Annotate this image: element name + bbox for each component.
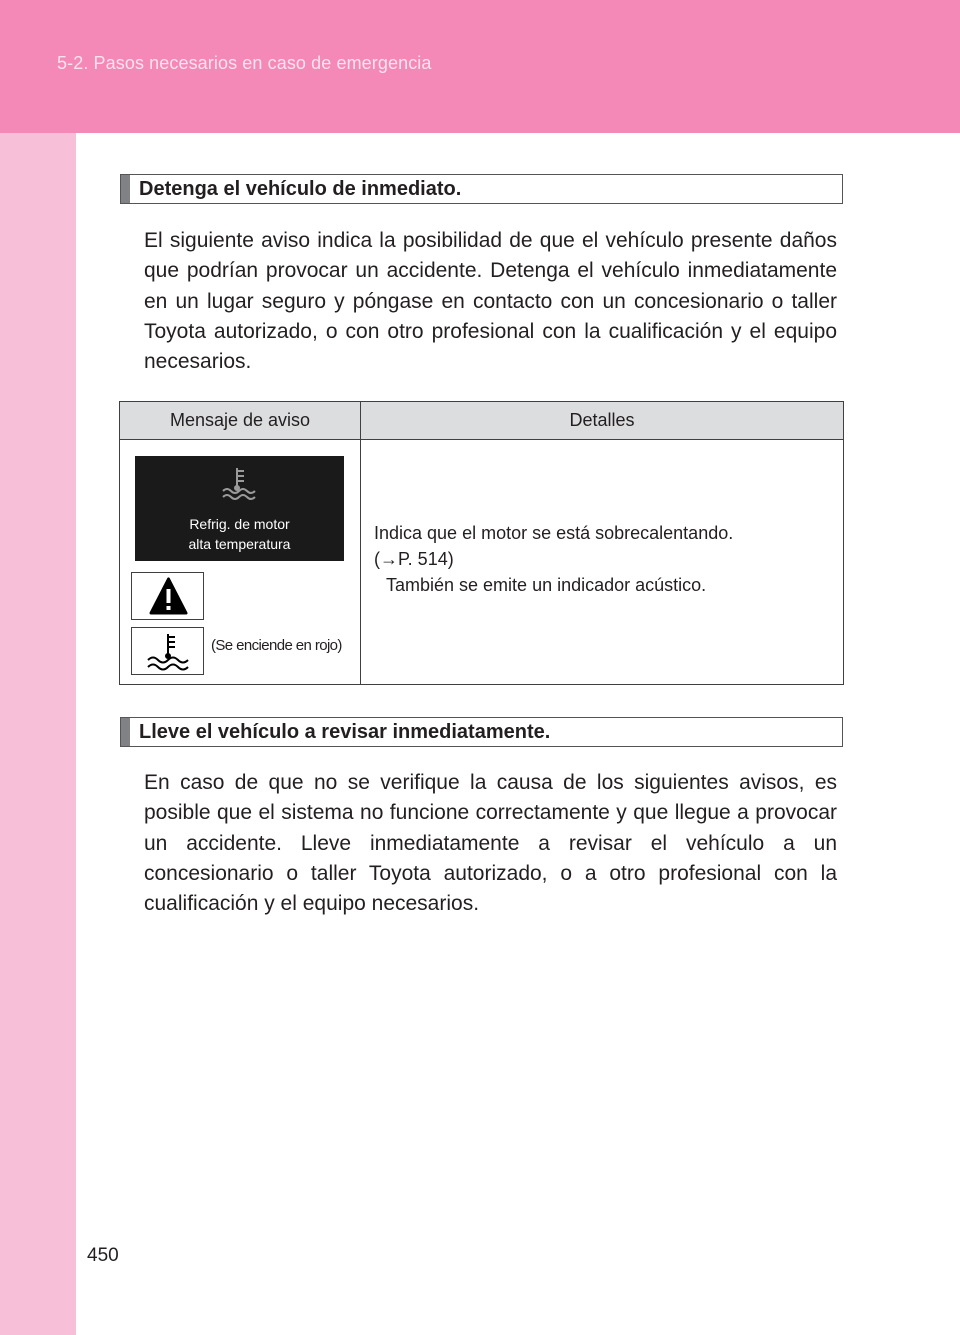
coolant-lights-red-note: (Se enciende en rojo) bbox=[211, 637, 342, 654]
coolant-icon-box bbox=[131, 627, 204, 675]
column-header-details: Detalles bbox=[361, 402, 844, 440]
heading-bar bbox=[121, 175, 130, 203]
details-line-overheating: Indica que el motor se está sobrecalentando. bbox=[374, 523, 734, 543]
section-title: 5-2. Pasos necesarios en caso de emergencia bbox=[57, 53, 432, 73]
column-header-message: Mensaje de aviso bbox=[120, 402, 361, 440]
coolant-temperature-icon bbox=[219, 466, 259, 502]
details-cell bbox=[361, 440, 844, 685]
details-line-buzzer: También se emite un indicador acústico. bbox=[386, 575, 707, 595]
display-message-line2: alta temperatura bbox=[188, 536, 291, 552]
section-heading-stop-vehicle bbox=[120, 174, 843, 204]
warning-table bbox=[119, 401, 844, 685]
page-number: 450 bbox=[87, 1245, 119, 1266]
warning-triangle-icon bbox=[132, 573, 205, 621]
heading-text: Detenga el vehículo de inmediato. bbox=[139, 178, 462, 200]
multi-information-display bbox=[135, 456, 344, 561]
table-header-row bbox=[120, 402, 844, 440]
paragraph-stop-vehicle: El siguiente aviso indica la posibilidad de que el vehículo presente daños que podrían provocar un accidente. Detenga el vehículo inmediatamente en un lugar seguro y póngase en contacto con un concesionario o taller Toyota autorizado, o con otro profesional con la cualificación y el equipo necesarios. bbox=[144, 229, 837, 374]
table-row bbox=[120, 440, 844, 685]
side-margin bbox=[0, 133, 76, 1335]
section-heading-inspect-vehicle bbox=[120, 717, 843, 747]
heading-bar bbox=[121, 718, 130, 746]
coolant-temperature-icon bbox=[132, 628, 205, 676]
message-cell bbox=[120, 440, 361, 685]
display-message-line1: Refrig. de motor bbox=[189, 516, 290, 532]
page-header bbox=[0, 0, 960, 133]
heading-text: Lleve el vehículo a revisar inmediatamente. bbox=[139, 721, 551, 743]
warning-icon-box bbox=[131, 572, 204, 620]
details-page-reference: (→P. 514) bbox=[374, 549, 454, 569]
paragraph-inspect-vehicle: En caso de que no se verifique la causa de los siguientes avisos, es posible que el sistema no funcione correctamente y que llegue a provocar un accidente. Lleve inmediatamente a revisar el vehículo a un concesionario o taller Toyota autorizado, o a otro profesional con la cualificación y el equipo necesarios. bbox=[144, 771, 837, 916]
details-text bbox=[374, 520, 834, 598]
